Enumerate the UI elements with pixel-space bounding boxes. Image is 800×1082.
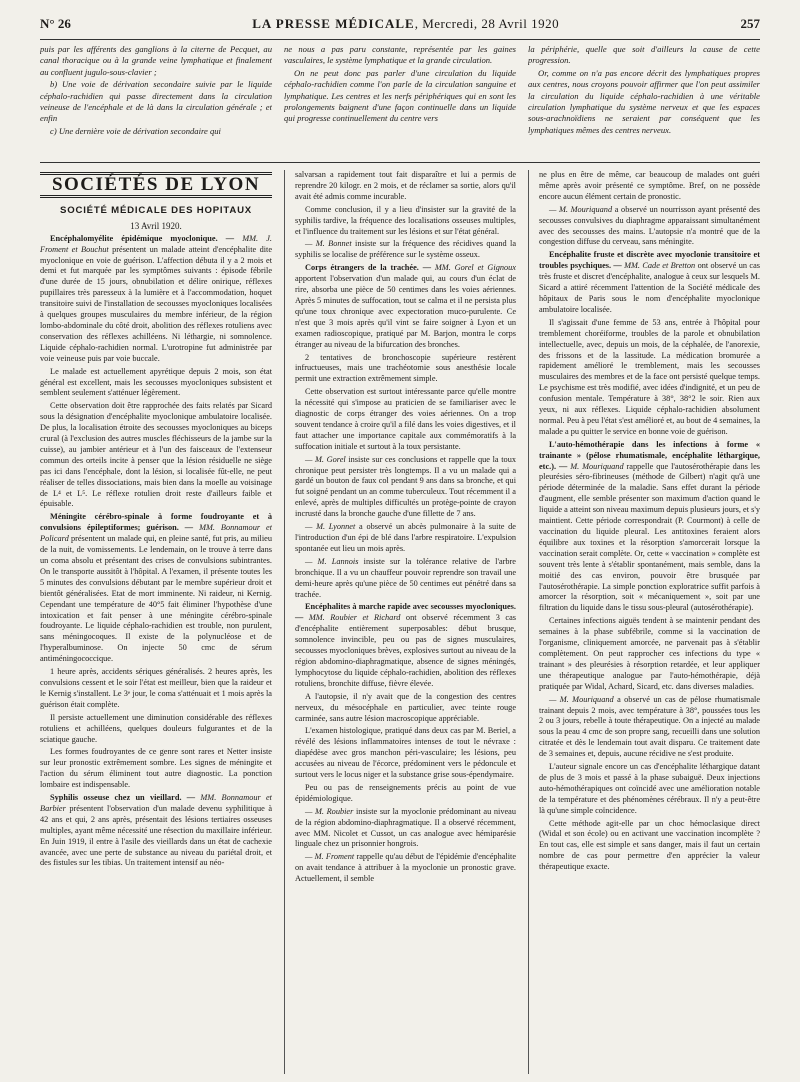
paragraph: c) Une dernière voie de dérivation secondaire qui bbox=[50, 125, 221, 136]
paragraph: Or, comme on n'a pas encore décrit des lymphatiques propres aux centres, nous croyons pouvoir affirmer que l'on peut assimiler la circulation du liquide céphalo-rachidien à une véritable circulation lymphatique du système nerveux et que les espaces sous-arachnoïdiens ne seraient par conséquent que les lymphatiques mêmes des centres nerveux. bbox=[528, 67, 760, 135]
article-heading: L'auto-hémothérapie dans les infections à forme « trainante » (pélose rhumatismale, encéphalite léthargique, etc.). — bbox=[539, 439, 760, 471]
author-names: — M. Roubier bbox=[305, 806, 354, 816]
paragraph: On ne peut donc pas parler d'une circulation du liquide céphalo-rachidien comme l'on parle de la circulation sanguine et lymphatique. Les centres et les nerfs périphériques qui en sont les prolongements baignent d'une façon continuelle dans un liquide qui progresse continuellement du centre vers bbox=[284, 67, 516, 124]
paragraph bbox=[40, 667, 272, 711]
paragraph-text: apportent l'observation d'un malade qui, au cours d'un éclat de rire, absorba une pièce de 50 centimes dans les voies aériennes. Après 5 minutes de suffocation, tout se calma et il ne persista plus qu'une toux chronique avec expectoration muco-purulente. Ce n'est que 3 mois après qu'il vint se faire soigner à Lyon et un examen radioscopique, pratiqué par M. Barjon, montra le corps étranger au niveau de la bifurcation des bronches. bbox=[295, 274, 516, 349]
paragraph-text: Comme conclusion, il y a lieu d'insister sur la gravité de la syphilis tardive, la fréquence des localisations osseuses multiples, et l'influence du traitement sur les lésions et sur l'état général. bbox=[295, 204, 516, 236]
paragraph bbox=[295, 387, 516, 452]
author-names: — M. Lannois bbox=[305, 556, 359, 566]
paragraph bbox=[295, 353, 516, 386]
author-names: — M. Froment bbox=[305, 852, 355, 862]
issue-date: , Mercredi, 28 Avril 1920 bbox=[414, 16, 560, 31]
article-heading: Corps étrangers de la trachée. — bbox=[305, 263, 432, 273]
article-heading: Encéphalite fruste et discrète avec myoclonie transitoire et troubles psychiques. — bbox=[539, 250, 760, 271]
paragraph bbox=[295, 726, 516, 781]
paragraph bbox=[539, 205, 760, 249]
author-names: — M. Gorel bbox=[305, 454, 346, 464]
paragraph bbox=[295, 783, 516, 805]
paragraph-text: présentent un malade qui, en pleine santé, fut pris, au milieu de la nuit, de vomissements. Le lendemain, on le trouve à terre dans un coma absolu et présentant des crises de convulsions subintrantes. On le transporte aussitôt à l'hôpital. A l'examen, il présente toutes les 5 minutes des convulsions débutant par le membre supérieur droit et bientôt généralisées. Etat de mort imminente. Ni raideur, ni Kernig. Cependant une température de 40°5 fait éliminer l'hypothèse d'une intoxication et fait penser à une méningite cérébro-spinale foudroyante. Le liquide céphalo-rachidien est trouble, non purulent, sans méningocoques. Il existe de la polynucléose et de l'hyperalbuminose. On injecte 50 cmc de sérum antiméningococcique. bbox=[40, 534, 272, 664]
paragraph bbox=[40, 367, 272, 400]
paragraph-text: insiste sur la fréquence des récidives quand la syphilis se localise de préférence sur le système osseux. bbox=[295, 239, 516, 260]
paragraph bbox=[295, 205, 516, 238]
societes-section bbox=[40, 170, 760, 1074]
section-title: SOCIÉTÉS DE LYON bbox=[40, 172, 272, 198]
paragraph-text: a observé un nourrisson ayant présenté des secousses convulsives du diaphragme apparaissant simultanément avec des secousses des mains. L'autopsie n'a montré que de la congestion diffuse du cerveau, sans méningite. bbox=[539, 204, 760, 247]
article-paragraph bbox=[539, 250, 760, 315]
paragraph-text: ont observé un cas très fruste et discret d'encéphalite, analogue à ceux sur lesquels M. Sicard a attiré récemment l'attention de la Société médicale des hôpitaux de Paris sous le nom d'encéphalite myoclonique ambulatoire localisée. bbox=[539, 261, 760, 314]
paragraph-text: L'auteur signale encore un cas d'encéphalite léthargique datant de plus de 3 mois et passé à la phase subaiguë. Deux injections auto-hémothérapiques ont coïncidé avec une amélioration notable de la température et des phénomènes cérébraux. Il n'y a peut-être là qu'une simple coïncidence. bbox=[539, 762, 760, 815]
paragraph-text: présentent un malade atteint d'encéphalite dite myoclonique en voie de guérison. L'affection débuta il y a 2 mois et demi et fut marquée par les symptômes suivants : épisode fébrile d'une durée de 15 jours, obnubilation et délire onirique, réflexes pupillaires très paresseux à la lumière et à l'accommodation, hoquet transitoire suivi de l'installation de secousses myocloniques localisées à quelques groupes musculaires du membre inférieur, de la région lombo-abdominale du côté droit, abolition des réflexes rotuliens avec conservation des réflexes achilléens. Ni léthargie, ni somnolence. Liquide céphalo-rachidien normal. L'urotropine fut administrée par voie veineuse puis par voie buccale. bbox=[40, 244, 272, 363]
author-names: — M. Mouriquand bbox=[549, 694, 614, 704]
paragraph: la périphérie, quelle que soit d'ailleurs la cause de cette progression. bbox=[528, 44, 760, 66]
journal-name: LA PRESSE MÉDICALE bbox=[252, 16, 415, 31]
paragraph bbox=[295, 692, 516, 725]
paragraph bbox=[539, 762, 760, 817]
society-name: SOCIÉTÉ MÉDICALE DES HOPITAUX bbox=[60, 204, 252, 216]
article-paragraph bbox=[295, 263, 516, 350]
paragraph bbox=[295, 852, 516, 885]
article-heading: Syphilis osseuse chez un vieillard. — bbox=[50, 793, 196, 803]
continued-article bbox=[40, 44, 760, 163]
article-heading: Méningite cérébro-spinale à forme foudroyante et à convulsions épileptiformes; guérison. — bbox=[40, 512, 272, 533]
paragraph-text: ne plus en être de même, car beaucoup de malades ont guéri même après avoir présenté ce symptôme. Bref, on ne possède encore aucun élément certain de pronostic. bbox=[539, 170, 760, 201]
article-paragraph bbox=[539, 440, 760, 615]
paragraph-text: insiste sur la myoclonie prédominant au niveau de la région abdomino-diaphragmatique. Il a observé récemment, avec MM. Nicolet et Cussot, un cas analogue avec hémiparésie linguale chez un prisonnier hongrois. bbox=[295, 806, 516, 849]
article-paragraph bbox=[40, 793, 272, 869]
paragraph bbox=[295, 455, 516, 520]
author-names: M. Mouriquand bbox=[570, 461, 624, 471]
author-names: MM. Bonnamour et Barbier bbox=[40, 793, 272, 813]
column-2 bbox=[284, 170, 516, 1074]
paragraph-text: salvarsan a rapidement tout fait disparaître et lui a permis de reprendre 20 kilogr. en 2 mois, et de réclamer sa sortie, alors qu'il avait été admis comme incurable. bbox=[295, 170, 516, 201]
paragraph-text: Il persiste actuellement une diminution considérable des réflexes rotuliens et achilléens, quelques douleurs fulgurantes et de la sciatique gauche. bbox=[40, 712, 272, 744]
paragraph-text: Cette observation doit être rapprochée des faits relatés par Sicard sous la désignation d'encéphalite myoclonique ambulatoire localisée. De plus, la localisation étroite des secousses myocloniques au biceps crural (à l'exclusion des autres muscles fléchisseurs de la jambe sur la cuisse), au jambier antérieur et à l'un des faisceaux de l'extenseur commun des orteils incite à penser que la lésion résiduelle ne siège pas ici dans l'encéphale, dont la lésion, si localisée fût-elle, ne peut réaliser de telles dissociations, mais bien dans la moelle au voisinage de L⁴ et L⁵. Le réflexe rotulien droit reste d'ailleurs faible et épuisable. bbox=[40, 401, 272, 509]
paragraph bbox=[295, 557, 516, 601]
paragraph-text: Certaines infections aiguës tendent à se maintenir pendant des semaines à la phase subfébrile, comme si la vaccination de l'organisme, cliniquement amorcée, ne parvenait pas à s'établir complètement. On peut rapprocher ces infections du type « trainant » des pleurésies à résorption retardée, et leur appliquer une thérapeutique analogue par l'auto-hémothérapie, déjà pratiquée par Widal, Achard, Sicard, etc. dans diverses maladies. bbox=[539, 616, 760, 691]
paragraph-text: Cette observation est surtout intéressante parce qu'elle montre la nécessité qui s'impose au praticien de se familiariser avec le diagnostic de corps étranger des voies aériennes. On a trop souvent tendance à croire qu'il a filé dans les voies digestives, et il faut attacher une importance capitale aux commémoratifs à la suffocation initiale et surtout à la toux persistante. bbox=[295, 387, 516, 451]
paragraph bbox=[539, 616, 760, 692]
author-names: — M. Lyonnet bbox=[305, 522, 356, 532]
paragraph-text: L'examen histologique, pratiqué dans deux cas par M. Beriel, a révélé des lésions inflammatoires intenses de tout le névraxe : diapédèse avec gros manchon péri-vasculaire; les lésions, peu accusées au niveau de l'écorce, prédominent vers le pédoncule et surtout vers le locus niger et la substance grise sous-épendymaire. bbox=[295, 726, 516, 780]
paragraph-text: présentent l'observation d'un malade devenu syphilitique à 42 ans et qui, 2 ans après, présentait des lésions tertiaires osseuses multiples, ayant même nécessité une résection du maxillaire inférieur. En Juin 1919, il entre à l'asile des vieillards dans un état de cachexie avancée, avec une perte de substance au niveau du pariétal droit, et des fistules sur les tibias. Un traitement intensif au néo- bbox=[40, 803, 272, 868]
paragraph bbox=[295, 170, 516, 203]
paragraph-text: 2 tentatives de bronchoscopie supérieure restèrent infructueuses, mais une trachéotomie sous anesthésie locale permit une extraction extrêmement simple. bbox=[295, 352, 516, 384]
running-header bbox=[40, 16, 760, 40]
article-paragraph bbox=[40, 234, 272, 365]
top-column-1 bbox=[40, 44, 272, 162]
paragraph-text: 1 heure après, accidents sériques généralisés. 2 heures après, les convulsions cessent et le soir l'état est meilleur, bien que la raideur et le Kernig s'installent. Le 3ᵉ jour, le coma s'atténuait et 1 mois après la guérison était complète. bbox=[40, 667, 272, 709]
paragraph bbox=[539, 695, 760, 760]
paragraph bbox=[40, 747, 272, 791]
paragraph: puis par les afférents des ganglions à la citerne de Pecquet, au canal thoracique ou à la grande veine lymphatique et finalement au confluent jugulo-sous-clavier ; bbox=[40, 44, 272, 77]
author-names: MM. Bonnamour et Policard bbox=[40, 523, 272, 544]
paragraph-text: a observé un abcès pulmonaire à la suite de l'introduction d'un épi de blé dans l'arbre respiratoire. L'expulsion spontanée eut lieu un mois après. bbox=[295, 522, 516, 553]
paragraph-text: a observé un cas de pélose rhumatismale trainant depuis 2 mois, avec température à 38°, poussées tous les 2 ou 3 jours, rebelle à toute thérapeutique. On a injecté au malade sous la peau 4 cmc de son propre sang, recueilli dans une solution citratée et dès le lendemain tout avait disparu. Ce traitement date de 3 semaines et, depuis, aucune récidive ne s'est produite. bbox=[539, 694, 760, 759]
paragraph-text: Peu ou pas de renseignements précis au point de vue épidémiologique. bbox=[295, 782, 516, 803]
paragraph bbox=[40, 401, 272, 510]
paragraph: ne nous a pas paru constante, représentée par les gaines vasculaires, le système lymphatique et la grande circulation. bbox=[284, 44, 516, 66]
paragraph bbox=[539, 819, 760, 874]
paragraph-text: rappelle que l'autosérothérapie dans les pleurésies séro-fibrineuses (méthode de Gilbert) n'agit qu'à une période déterminée de la maladie. Sans effet durant la période d'augment, elle semble présenter son maximum d'action quand le liquide a atteint son niveau maximum depuis plusieurs jours, et s'y maintient. Cette période correspondrait (P. Courmont) à celle de vaccination du liquide pleural. Les antitoxines feraient alors équilibre aux toxines et la résorption s'amorcerait lorsque la vaccination serait complète. Or, cette « vaccination » complète est souvent très lente à s'établir spontanément, mais semble, dans la moitié des cas environ, pouvoir être brusquée par l'autosérothérapie. La simple ponction exploratrice suffit parfois à amorcer la résorption, soit « mécaniquement », soit par une filtration du liquide dans le tissu sous-pleural (autosérothérapie). bbox=[539, 461, 760, 613]
author-names: — M. Mouriquand bbox=[549, 204, 613, 214]
paragraph-text: insiste sur ces conclusions et rappelle que la toux chronique peut persister très longtemps. Il a vu un malade qui a gardé un bouton de faux col pendant 9 ans dans sa bronche, et qui fut soigné pendant un an comme tuberculeux. Tout récemment il a enlevé, après de multiples difficultés un protège-pointe de crayon incrusté dans la bronche gauche d'une fillette de 7 ans. bbox=[295, 454, 516, 519]
paragraph bbox=[40, 713, 272, 746]
article-paragraph bbox=[40, 512, 272, 665]
paragraph bbox=[539, 170, 760, 203]
paragraph bbox=[295, 239, 516, 261]
paragraph-text: insiste sur la tolérance relative de l'arbre bronchique. Il a vu un chauffeur pouvoir reprendre son travail une demi-heure après qu'une pièce de 50 centimes eut pénétré dans sa trachée. bbox=[295, 556, 516, 599]
paragraph-text: Le malade est actuellement apyrétique depuis 2 mois, son état général est excellent, mais les secousses myocloniques subsistent et semblent seulement s'atténuer légèrement. bbox=[40, 366, 272, 398]
paragraph-text: Il s'agissait d'une femme de 53 ans, entrée à l'hôpital pour tremblement choréiforme, troubles de la parole et obnubilation intellectuelle, avec, depuis un mois, de la céphalée, de l'anorexie, des frissons et de la lassitude. La médication bromurée a rapidement amélioré le tremblement, mais les secousses musculaires des membres et de la face ont persisté quelque temps. Le psychisme est très modifié, avec idées d'indignité, et un peu de confusion mentale. Température à 38°, 38°2 le soir. Rien aux yeux, ni aux réflexes. Liquide céphalo-rachidien absolument normal. Peu à peu l'état s'est amélioré et, au bout de 4 semaines, la malade a pu quitter le service en bonne voie de guérison. bbox=[539, 317, 760, 436]
paragraph bbox=[295, 807, 516, 851]
paragraph-text: rappelle qu'au début de l'épidémie d'encéphalite on avait tendance à attribuer à la myoclonie un pronostic grave. Actuellement, il semble bbox=[295, 852, 516, 884]
paragraph bbox=[539, 318, 760, 438]
author-names: MM. Cade et Bretton bbox=[624, 261, 696, 271]
column-3 bbox=[528, 170, 760, 1074]
author-names: — M. Bonnet bbox=[305, 239, 352, 249]
paragraph-text: ont observé récemment 3 cas d'encéphalite entièrement superposables: début brusque, somnolence invincible, peu ou pas de signes musculaires, secousses myocloniques brèves, explosives surtout au niveau de la région abdomino-diaphragmatique, absence de signes méningés, lymphocytose du liquide céphalo-rachidien, abolition des réflexes rotuliens, bronchite diffuse, fièvre élevée. bbox=[295, 613, 516, 688]
author-names: MM. Gorel et Gignoux bbox=[434, 263, 516, 273]
article-heading: Encéphalites à marche rapide avec secousses myocloniques. — bbox=[295, 602, 516, 623]
paragraph-text: A l'autopsie, il n'y avait que de la congestion des centres nerveux, du mésocéphale en particulier, avec teinte rouge carminée, sans autre lésion macroscopique appréciable. bbox=[295, 691, 516, 723]
paragraph-text: Les formes foudroyantes de ce genre sont rares et Netter insiste sur leur pronostic extrêmement sombre. Les signes de méningite et l'action du sérum éliminent tout autre diagnostic. La ponction lombaire est indispensable. bbox=[40, 747, 272, 790]
issue-number: N° 26 bbox=[40, 16, 71, 31]
author-names: MM. J. Froment et Bouchut bbox=[40, 233, 272, 254]
column-1 bbox=[40, 170, 272, 1074]
page-number: 257 bbox=[740, 16, 760, 31]
top-column-2 bbox=[284, 44, 516, 162]
journal-title-line bbox=[252, 16, 559, 32]
author-names: MM. Roubier et Richard bbox=[308, 613, 401, 623]
article-heading: Encéphalomyélite épidémique myoclonique. — bbox=[50, 233, 235, 243]
paragraph bbox=[295, 522, 516, 555]
top-column-3 bbox=[528, 44, 760, 162]
article-paragraph bbox=[295, 602, 516, 689]
session-date: 13 Avril 1920. bbox=[130, 220, 182, 231]
paragraph-text: Cette méthode agit-elle par un choc hémoclasique direct (Widal et son école) ou en activant une vaccination incomplète ? En tout cas, elle est simple et sans danger, mais il faut un certain nombre de cas pour permettre d'en apprécier la valeur thérapeutique exacte. bbox=[539, 818, 760, 872]
paragraph: b) Une voie de dérivation secondaire suivie par le liquide céphalo-rachidien qui passe directement dans la circulation veineuse de l'encéphale et de là dans la circulation générale ; et enfin bbox=[40, 79, 272, 124]
